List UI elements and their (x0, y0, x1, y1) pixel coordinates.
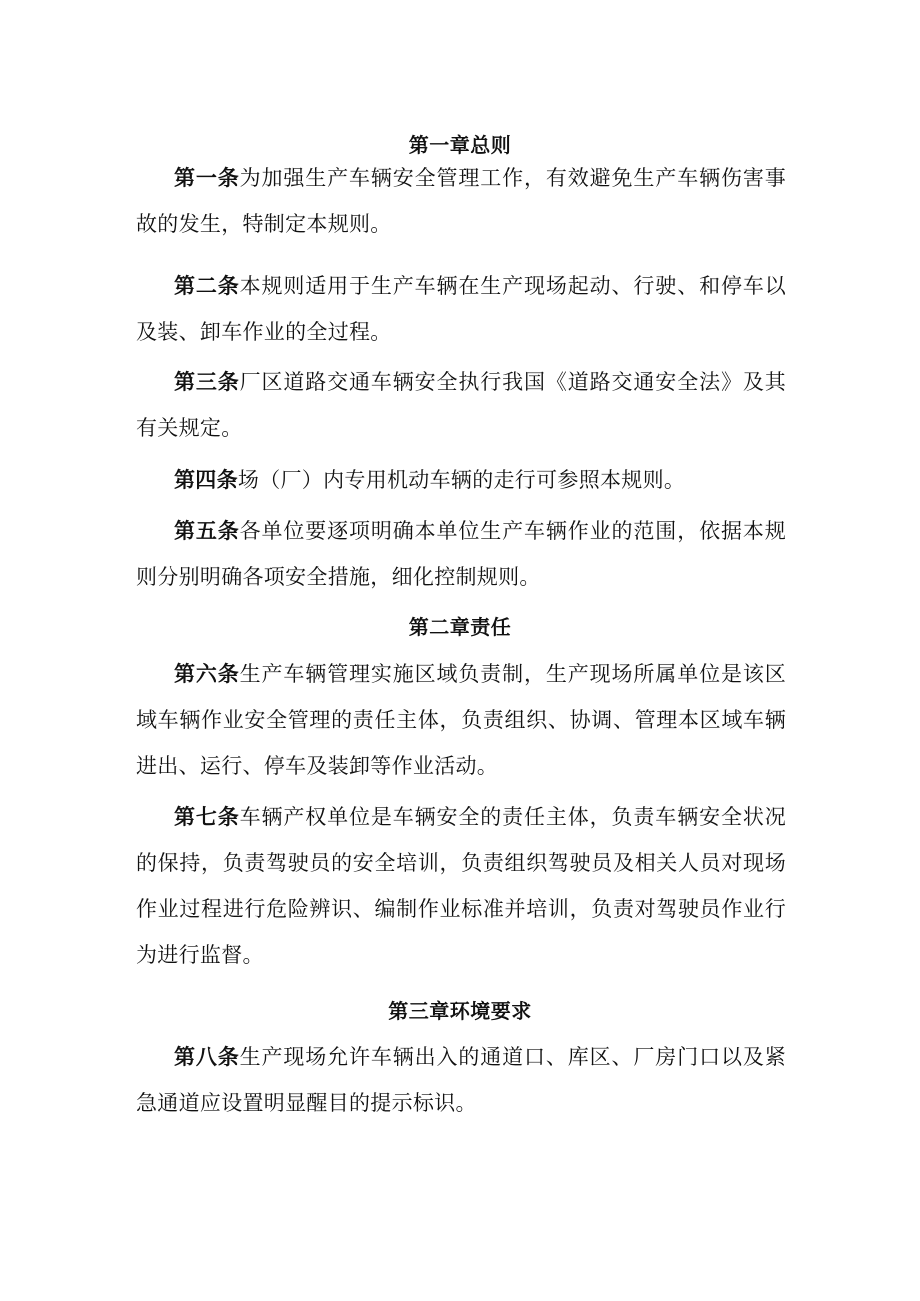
article-6 (136, 651, 786, 789)
chapter-3-heading: 第三章环境要求 (388, 999, 532, 1023)
article-label: 第七条 (174, 805, 240, 829)
article-text: 车辆产权单位是车辆安全的责任主体，负责车辆安全状况的保持，负责驾驶员的安全培训，负责组织驾驶员及相关人员对现场作业过程进行危险辨识、编制作业标准并培训，负责对驾驶员作业行为进行监督。 (136, 805, 786, 967)
article-text: 场（厂）内专用机动车辆的走行可参照本规则。 (237, 468, 686, 492)
article-label: 第二条 (174, 274, 240, 298)
article-text: 为加强生产车辆安全管理工作，有效避免生产车辆伤害事故的发生，特制定本规则。 (136, 166, 786, 236)
article-text: 生产现场允许车辆出入的通道口、库区、厂房门口以及紧急通道应设置明显醒目的提示标识。 (136, 1045, 786, 1115)
article-label: 第三条 (174, 370, 240, 394)
chapter-2-heading: 第二章责任 (408, 615, 512, 639)
article-label: 第四条 (174, 468, 238, 492)
article-label: 第五条 (174, 519, 240, 543)
article-8 (136, 1034, 786, 1126)
article-text: 各单位要逐项明确本单位生产车辆作业的范围，依据本规则分别明确各项安全措施，细化控制规则。 (136, 519, 786, 589)
article-text: 生产车辆管理实施区域负责制，生产现场所属单位是该区域车辆作业安全管理的责任主体，负责组织、协调、管理本区域车辆进出、运行、停车及装卸等作业活动。 (136, 662, 786, 778)
article-1 (136, 155, 786, 247)
article-5 (136, 508, 786, 600)
article-4 (136, 457, 786, 503)
chapter-1-heading: 第一章总则 (408, 133, 512, 157)
article-label: 第一条 (174, 166, 240, 190)
article-text: 厂区道路交通车辆安全执行我国《道路交通安全法》及其有关规定。 (136, 370, 786, 440)
article-2 (136, 263, 786, 355)
article-label: 第六条 (174, 662, 240, 686)
article-7 (136, 794, 786, 978)
article-3 (136, 359, 786, 451)
article-label: 第八条 (174, 1045, 240, 1069)
article-text: 本规则适用于生产车辆在生产现场起动、行驶、和停车以及装、卸车作业的全过程。 (136, 274, 786, 344)
